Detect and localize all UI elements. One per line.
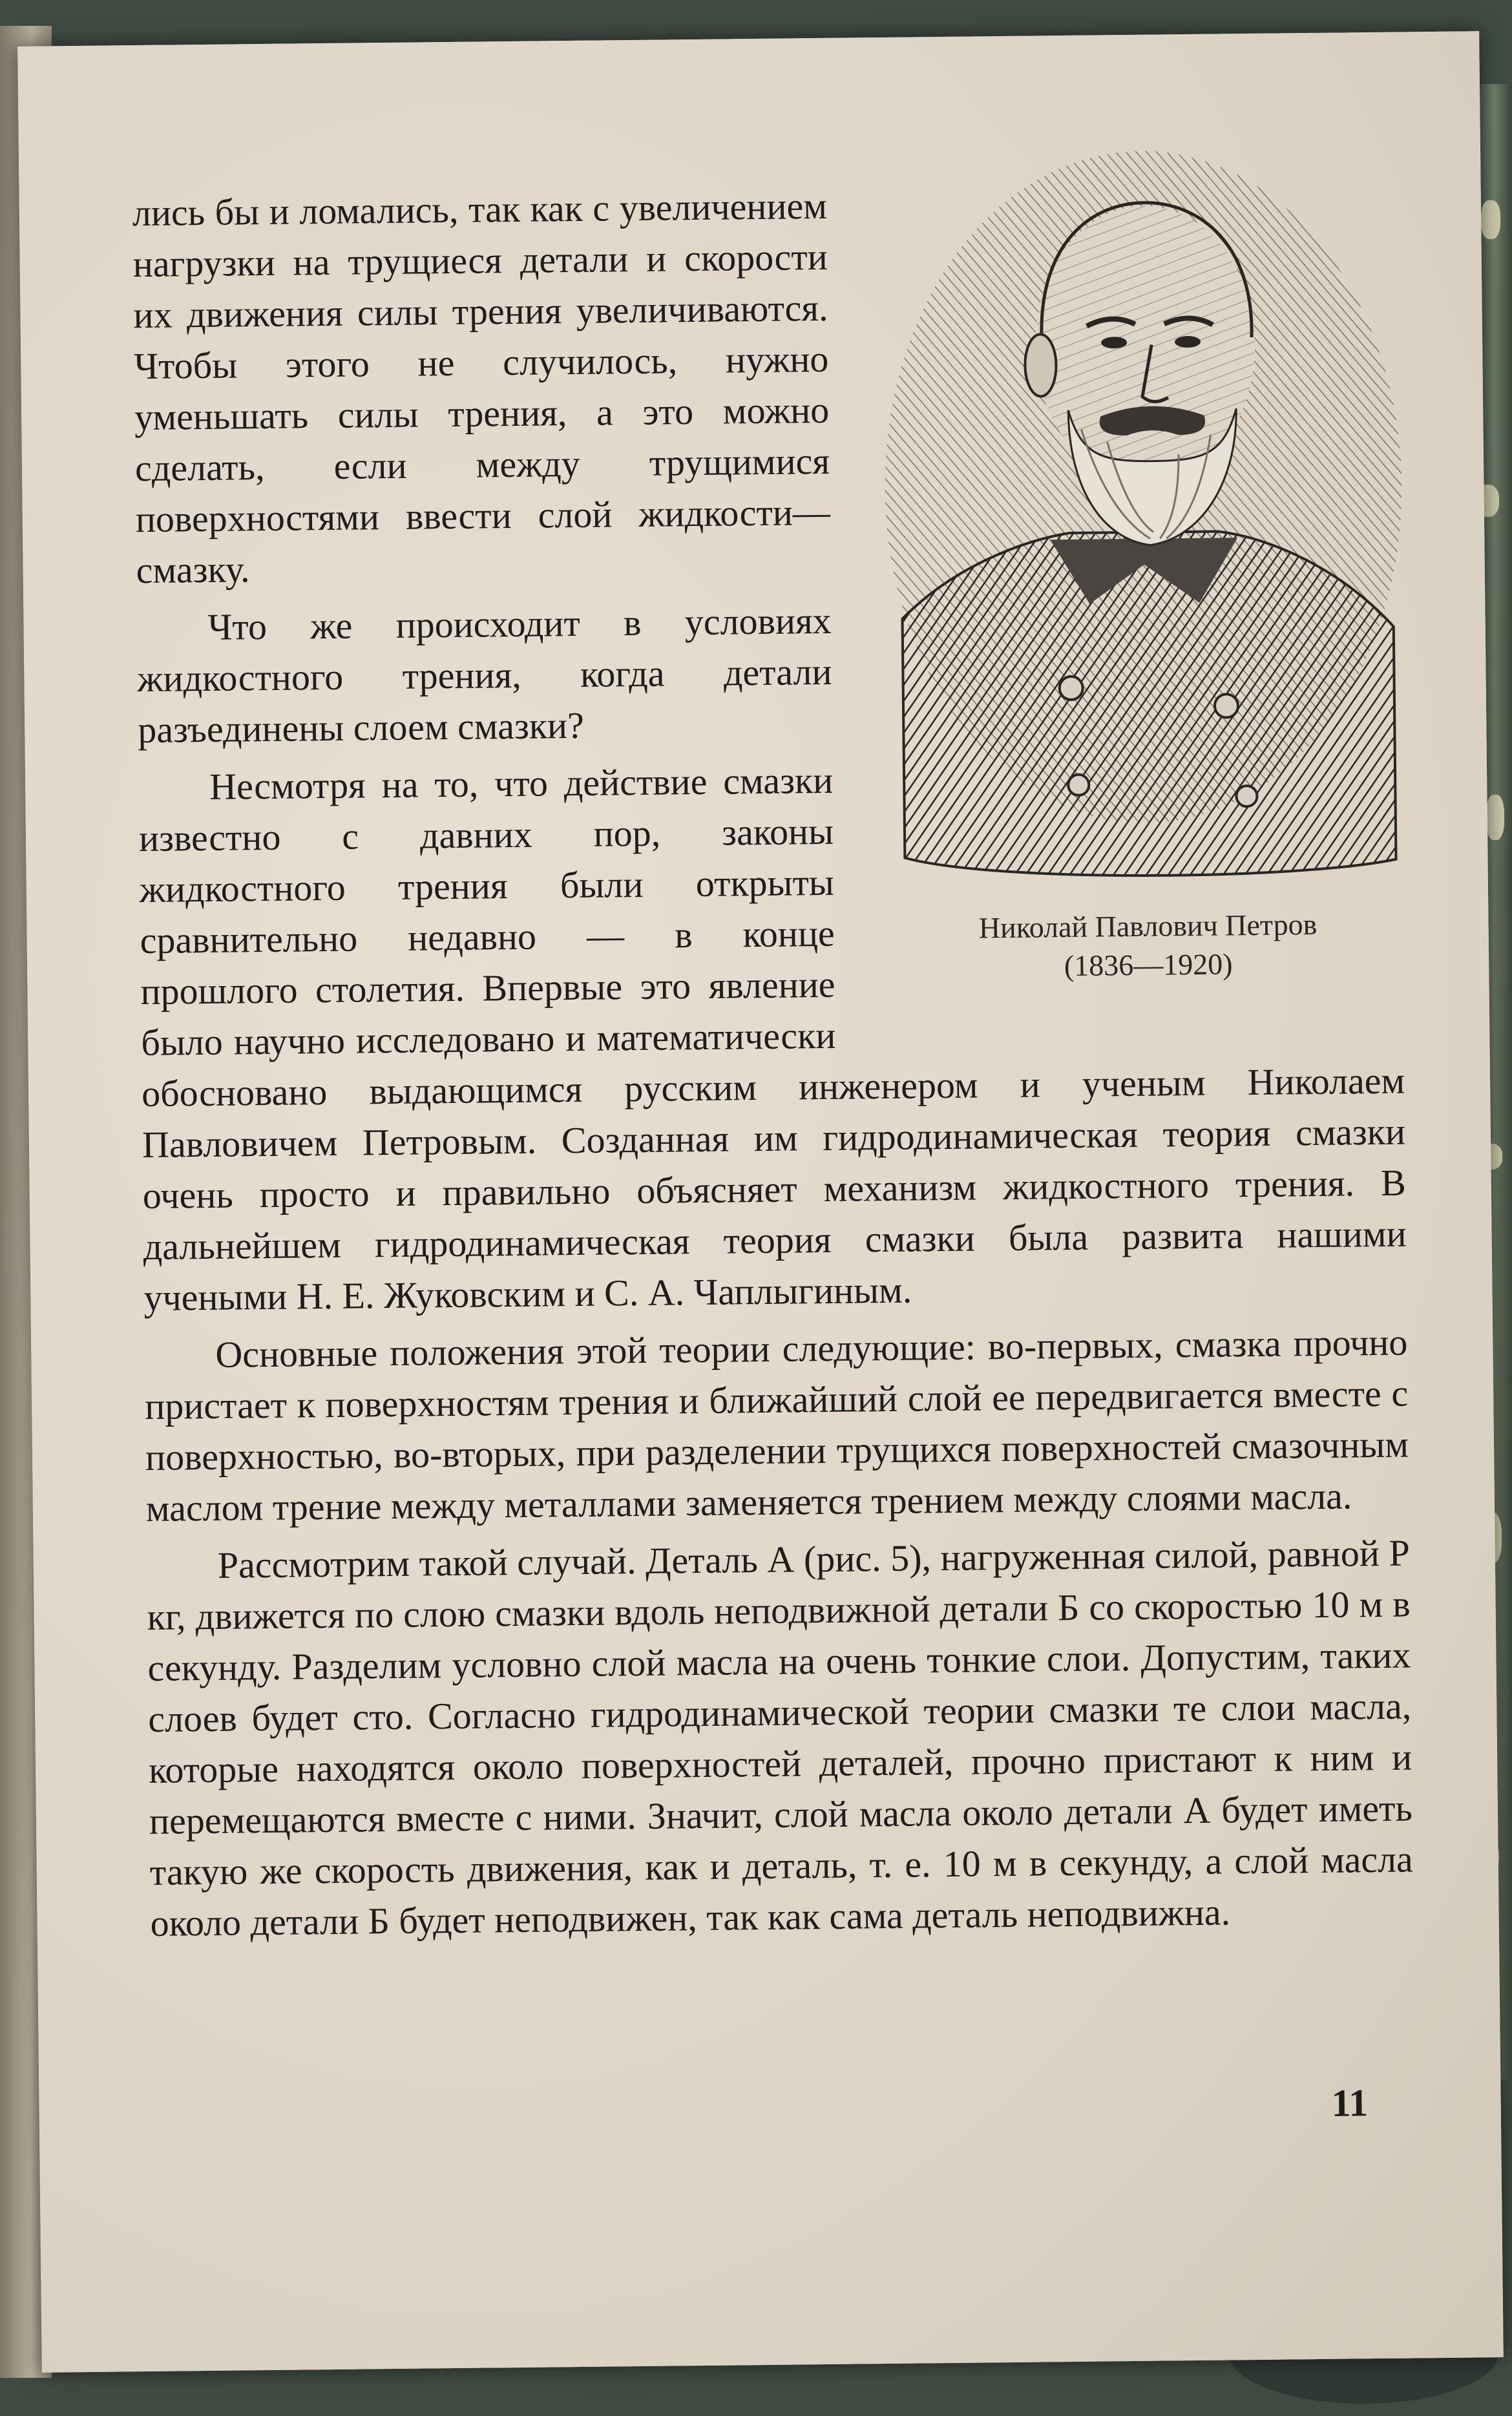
page-number: 11 bbox=[1331, 2081, 1369, 2125]
portrait-engraving bbox=[872, 148, 1416, 884]
paragraph: Основные положения этой теории следующие: во-первых, смазка прочно пристает к поверхностям трения и ближайший слой ее передвигается вместе с поверхностью, во-вторых, при разделении трущихся поверхностей смазочным маслом трение между металлами заменяется трением между слоями масла. bbox=[144, 1321, 1409, 1529]
portrait-figure bbox=[859, 148, 1430, 1013]
book-page bbox=[17, 31, 1504, 2372]
paragraph: Рассмотрим такой случай. Деталь А (рис. 5), нагруженная силой, равной Р кг, движется по слою смазки вдоль неподвижной детали Б со скоростью 10 м в секунду. Разделим условно слой масла на очень тонкие слои. Допустим, таких слоев будет сто. Согласно гидродинамической теории смазки те слои масла, которые находятся около поверхностей деталей, прочно пристают к ним и перемещаются вместе с ними. Значит, слой масла около детали А будет иметь такую же скорость движения, как и деталь, т. е. 10 м в секунду, а слой масла около детали Б будет неподвижен, так как сама деталь неподвижна. bbox=[147, 1531, 1414, 1944]
paragraph: Что же происходит в условиях жидкостного трения, когда детали разъединены слоем смазки? bbox=[137, 599, 832, 751]
page-body bbox=[132, 174, 1414, 1949]
paragraph: лись бы и ломались, так как с увеличением нагрузки на трущиеся детали и скорости их движения силы трения увеличиваются. Чтобы этого не случилось, нужно уменьшать силы трения, а это можно сделать, если между трущимися поверхностями ввести слой жидкости—смазку. bbox=[132, 184, 831, 592]
portrait-caption bbox=[866, 904, 1429, 987]
paragraph: Несмотря на то, что действие смазки известно с давних пор, законы жидкостного трения были открыты сравнительно недавно — в конце прошлого столетия. Впервые это явление было научно исследовано и математически обосновано выдающимся русским инженером и ученым Николаем Павловичем Петровым. Созданная им гидродинамическая теория смазки очень просто и правильно объясняет механизм жидкостного трения. В дальнейшем гидродинамическая теория смазки была развита нашими учеными Н. Е. Жуковским и С. А. Чаплыгиным. bbox=[138, 759, 1407, 1319]
caption-years: (1836—1920) bbox=[1064, 947, 1233, 983]
caption-name: Николай Павлович Петров bbox=[978, 907, 1318, 945]
